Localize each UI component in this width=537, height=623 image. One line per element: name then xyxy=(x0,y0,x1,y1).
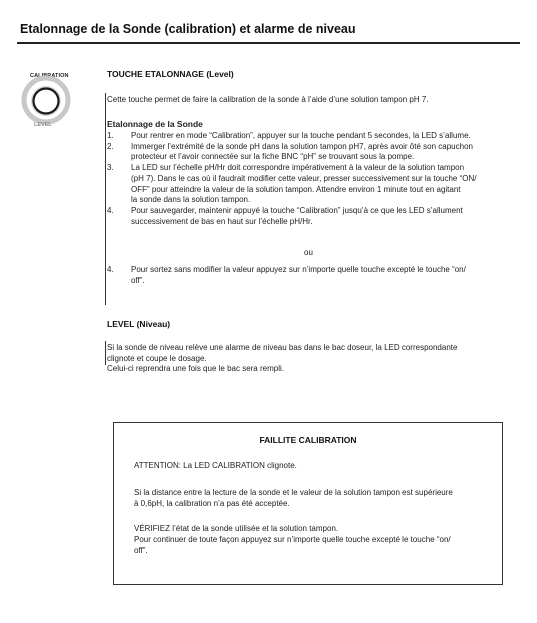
step-line: OFF” pour atteindre la valeur de la solution tampon. Attendre environ 1 minute tout en agitant xyxy=(131,184,461,194)
warning-distance-text xyxy=(134,487,494,509)
text-line: à 0,6pH, la calibration n’a pas été acceptée. xyxy=(134,499,290,508)
step-line: off”. xyxy=(131,275,145,285)
etalonnage-subheading: Etalonnage de la Sonde xyxy=(107,119,203,129)
step-line: (pH 7). Dans le cas où il faudrait modifier cette valeur, presser successivement sur la touche “ON/ xyxy=(131,173,477,183)
step-line: la sonde dans la solution tampon. xyxy=(131,195,251,205)
list-item xyxy=(107,142,507,163)
step-number: 3. xyxy=(107,163,114,173)
alt-step xyxy=(107,265,507,286)
text-line: clignote et coupe le dosage. xyxy=(107,353,207,363)
step-line: Pour sortez sans modifier la valeur appuyez sur n’importe quelle touche excepté le touche “on/ xyxy=(131,265,466,274)
touche-etalonnage-heading: TOUCHE ETALONNAGE (Level) xyxy=(107,69,234,79)
text-line: off”. xyxy=(134,546,148,555)
section-bar xyxy=(105,93,106,305)
warning-attention: ATTENTION: La LED CALIBRATION clignote. xyxy=(134,461,297,470)
text-line: Si la sonde de niveau relève une alarme de niveau bas dans le bac doseur, la LED correspondante xyxy=(107,343,458,352)
step-line: Pour sauvegarder, maintenir appuyé la touche “Calibration” jusqu’à ce que les LED s’allument xyxy=(131,205,463,215)
list-item xyxy=(107,206,507,227)
level-heading: LEVEL (Niveau) xyxy=(107,319,171,329)
step-text xyxy=(131,142,507,163)
step-number: 4. xyxy=(107,205,114,215)
step-line: Pour rentrer en mode “Calibration”, appuyer sur la touche pendant 5 secondes, la LED s’allume. xyxy=(131,131,471,140)
step-number: 2. xyxy=(107,141,114,151)
list-item xyxy=(107,131,507,142)
warning-box xyxy=(113,422,503,585)
step-text xyxy=(131,131,507,142)
step-line: La LED sur l’échelle pH/Hr doit correspondre impérativement à la valeur de la solution tampon xyxy=(131,163,465,173)
step-text xyxy=(131,163,507,206)
level-bar xyxy=(105,341,106,365)
intro-text: Cette touche permet de faire la calibration de la sonde à l’aide d’une solution tampon pH 7. xyxy=(107,95,429,104)
step-number: 4. xyxy=(107,265,114,274)
text-line: Celui-ci reprendra une fois que le bac sera rempli. xyxy=(107,364,284,374)
warning-verify-text xyxy=(134,523,494,556)
step-text xyxy=(131,265,507,286)
step-line: protecteur et l’avoir connectée sur la fiche BNC “pH” se trouvant sous la pompe. xyxy=(131,152,415,162)
list-item xyxy=(107,265,507,286)
calibration-steps xyxy=(107,131,507,227)
step-text xyxy=(131,206,507,227)
ou-text: ou xyxy=(304,248,313,257)
step-number: 1. xyxy=(107,131,114,140)
list-item xyxy=(107,163,507,206)
step-line: successivement de bas en haut sur l’échelle pH/Hr. xyxy=(131,216,313,226)
text-line: Si la distance entre la lecture de la sonde et le valeur de la solution tampon est supérieure xyxy=(134,488,453,497)
text-line: VÉRIFIEZ l’état de la sonde utilisée et la solution tampon. xyxy=(134,524,339,533)
level-text xyxy=(107,343,457,375)
calibration-button-icon xyxy=(18,70,76,134)
warning-title: FAILLITE CALIBRATION xyxy=(259,435,357,445)
title-divider xyxy=(17,42,520,44)
calibration-label: CALIBRATION xyxy=(30,73,69,79)
step-line: Immerger l’extrémité de la sonde pH dans la solution tampon pH7, après avoir ôté son capuchon xyxy=(131,141,473,151)
text-line: Pour continuer de toute façon appuyez sur n’importe quelle touche excepté le touche “on/ xyxy=(134,535,451,544)
level-label: LEVEL xyxy=(34,122,52,128)
page-title: Etalonnage de la Sonde (calibration) et alarme de niveau xyxy=(20,22,356,36)
